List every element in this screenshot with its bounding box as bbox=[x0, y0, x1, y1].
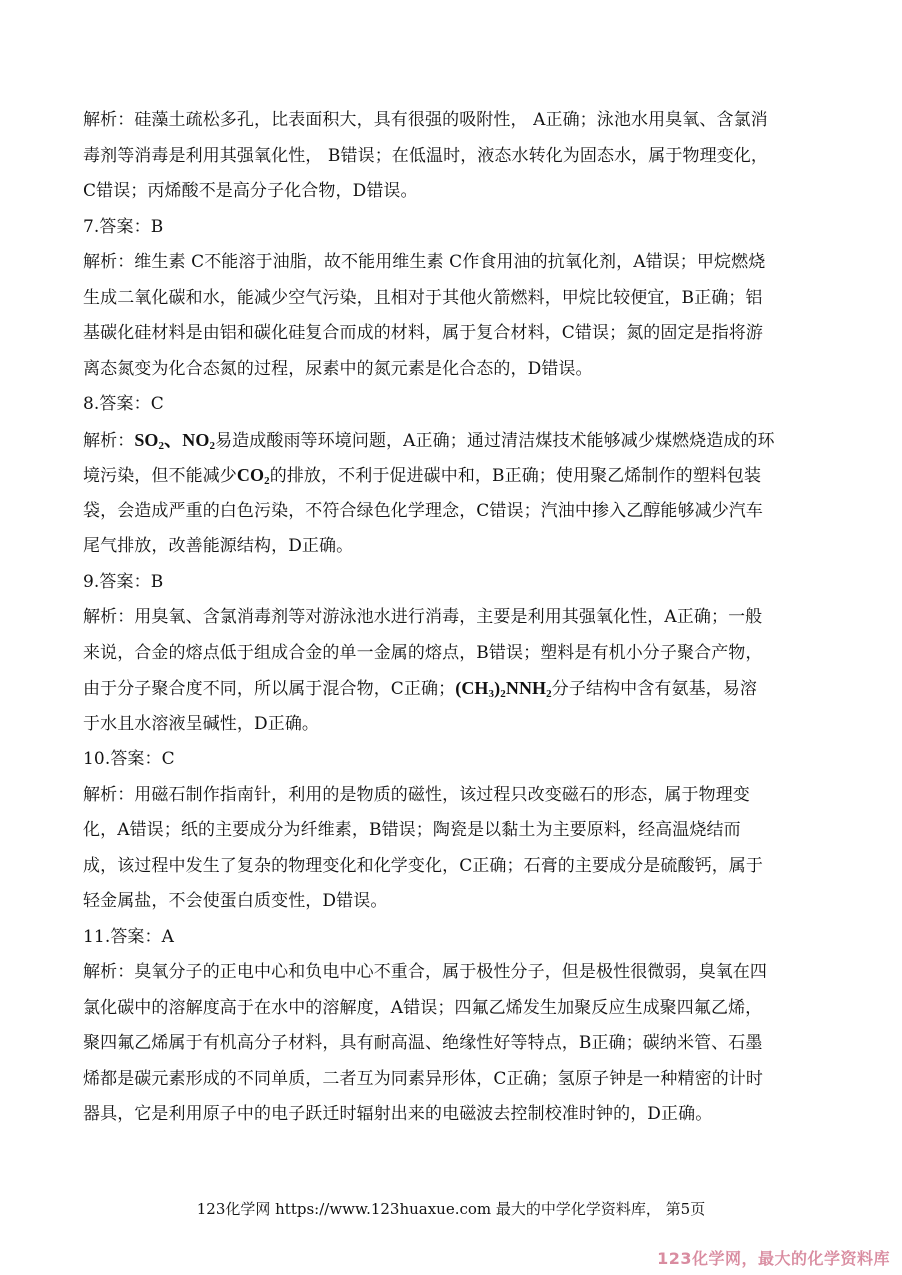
text-line: 器具，它是利用原子中的电子跃迁时辐射出来的电磁波去控制校准时钟的，D正确。 bbox=[83, 1104, 713, 1124]
text-segment: 分子结构中含有氨基，易溶 bbox=[551, 679, 757, 699]
text-line: 生成二氧化碳和水，能减少空气污染，且相对于其他火箭燃料，甲烷比较便宜，B正确；铝 bbox=[83, 287, 763, 308]
text-line: 来说，合金的熔点低于组成合金的单一金属的熔点，B错误；塑料是有机小分子聚合产物， bbox=[83, 642, 763, 663]
answer-heading-7: 7.答案：B bbox=[83, 216, 164, 237]
formula-so2: $SO_2$ bbox=[134, 429, 165, 452]
answer-heading-11: 11.答案：A bbox=[83, 926, 175, 947]
text-line-with-formula bbox=[83, 423, 813, 459]
text-line: 解析：用臭氧、含氯消毒剂等对游泳池水进行消毒，主要是利用其强氧化性，A正确；一般 bbox=[83, 607, 763, 627]
text-line: 于水且水溶液呈碱性，D正确。 bbox=[83, 713, 320, 734]
text-line: 成，该过程中发生了复杂的物理变化和化学变化，C正确；石膏的主要成分是硫酸钙，属于 bbox=[83, 855, 764, 876]
text-line: 烯都是碳元素形成的不同单质，二者互为同素异形体，C正确；氢原子钟是一种精密的计时 bbox=[83, 1068, 764, 1089]
formula-co2: $CO_2$ bbox=[236, 465, 270, 487]
text-segment: 的排放，不利于促进碳中和，B正确；使用聚乙烯制作的塑料包装 bbox=[269, 466, 762, 486]
text-segment: 境污染，但不能减少 bbox=[83, 466, 237, 486]
answer-heading-8: 8.答案：C bbox=[83, 394, 164, 414]
text-line: 解析：臭氧分子的正电中心和负电中心不重合，属于极性分子，但是极性很微弱，臭氧在四 bbox=[83, 962, 767, 982]
text-segment: 解析： bbox=[83, 430, 135, 451]
text-segment: 由于分子聚合度不同，所以属于混合物，C正确； bbox=[83, 679, 456, 699]
text-line: 尾气排放，改善能源结构，D正确。 bbox=[83, 536, 354, 556]
text-line-with-formula bbox=[83, 671, 813, 707]
answer-explanations bbox=[83, 103, 813, 1133]
text-segment: 易造成酸雨等环境问题，A正确；通过清洁煤技术能够减少煤燃烧造成的环 bbox=[215, 430, 775, 451]
answer-heading-10: 10.答案：C bbox=[83, 749, 175, 769]
answer-heading-9: 9.答案：B bbox=[83, 571, 164, 592]
text-line: 聚四氟乙烯属于有机高分子材料，具有耐高温、绝缘性好等特点，B正确；碳纳米管、石墨 bbox=[83, 1033, 763, 1053]
text-line: 解析：用磁石制作指南针，利用的是物质的磁性，该过程只改变磁石的形态，属于物理变 bbox=[83, 784, 750, 805]
text-line: 毒剂等消毒是利用其强氧化性， B错误；在低温时，液态水转化为固态水，属于物理变化， bbox=[83, 145, 768, 166]
text-line: C错误；丙烯酸不是高分子化合物，D错误。 bbox=[83, 181, 418, 201]
separator: 、 bbox=[164, 429, 183, 450]
text-line: 离态氮变为化合态氮的过程，尿素中的氮元素是化合态的，D错误。 bbox=[83, 358, 593, 379]
text-line: 袋，会造成严重的白色污染，不符合绿色化学理念，C错误；汽油中掺入乙醇能够减少汽车 bbox=[83, 500, 764, 521]
text-line: 轻金属盐，不会使蛋白质变性，D错误。 bbox=[83, 891, 388, 911]
text-line: 氯化碳中的溶解度高于在水中的溶解度，A错误；四氟乙烯发生加聚反应生成聚四氟乙烯， bbox=[83, 997, 763, 1018]
text-line: 基碳化硅材料是由铝和碳化硅复合而成的材料，属于复合材料，C错误；氮的固定是指将游 bbox=[83, 323, 764, 343]
text-line: 解析：维生素 C不能溶于油脂，故不能用维生素 C作食用油的抗氧化剂，A错误；甲烷燃烧 bbox=[83, 252, 766, 272]
text-line: 解析：硅藻土疏松多孔，比表面积大，具有很强的吸附性， A正确；泳池水用臭氧、含氯消 bbox=[83, 110, 768, 130]
page-footer: 123化学网 https://www.123huaxue.com 最大的中学化学资料库， 第5页 bbox=[196, 1200, 706, 1218]
formula-dimethylhydrazine: $(CH_3)_2NNH_2$ bbox=[455, 678, 552, 700]
site-watermark: 123化学网，最大的化学资料库 bbox=[657, 1249, 890, 1268]
text-line: 化，A错误；纸的主要成分为纤维素，B错误；陶瓷是以黏土为主要原料，经高温烧结而 bbox=[83, 820, 741, 840]
text-line-with-formula bbox=[83, 458, 813, 494]
formula-no2: $NO_2$ bbox=[182, 429, 216, 452]
